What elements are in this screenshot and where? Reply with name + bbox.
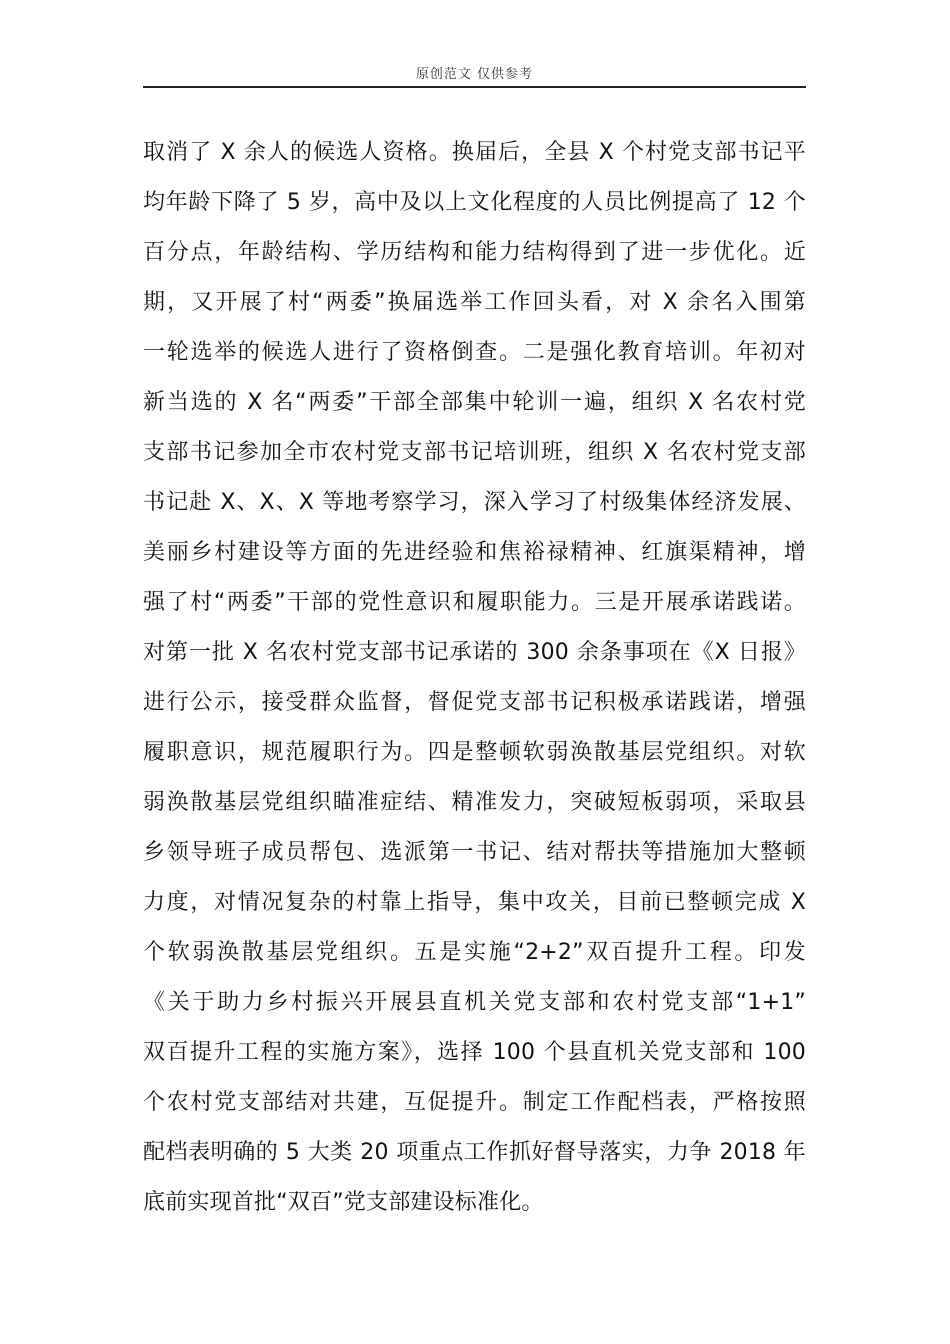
text-line: 书记赴 X、X、X 等地考察学习，深入学习了村级集体经济发展、: [143, 490, 806, 515]
text-line: 履职意识，规范履职行为。四是整顿软弱涣散基层党组织。对软: [143, 740, 806, 765]
text-line: 取消了 X 余人的候选人资格。换届后，全县 X 个村党支部书记平: [143, 140, 806, 165]
text-line: 乡领导班子成员帮包、选派第一书记、结对帮扶等措施加大整顿: [143, 840, 806, 865]
text-line: 百分点，年龄结构、学历结构和能力结构得到了进一步优化。近: [143, 240, 806, 265]
text-line: 新当选的 X 名“两委”干部全部集中轮训一遍，组织 X 名农村党: [143, 390, 806, 415]
text-line: 配档表明确的 5 大类 20 项重点工作抓好督导落实，力争 2018 年: [143, 1140, 806, 1165]
text-line: 美丽乡村建设等方面的先进经验和焦裕禄精神、红旗渠精神，增: [143, 540, 806, 565]
text-line: 一轮选举的候选人进行了资格倒查。二是强化教育培训。年初对: [143, 340, 806, 365]
body-text: [143, 128, 806, 1228]
text-line: 弱涣散基层党组织瞄准症结、精准发力，突破短板弱项，采取县: [143, 790, 806, 815]
text-line: 进行公示，接受群众监督，督促党支部书记积极承诺践诺，增强: [143, 690, 806, 715]
text-line: 支部书记参加全市农村党支部书记培训班，组织 X 名农村党支部: [143, 440, 806, 465]
header-divider: [143, 86, 806, 88]
text-line: 期，又开展了村“两委”换届选举工作回头看，对 X 余名入围第: [143, 290, 806, 315]
text-line: 个软弱涣散基层党组织。五是实施“2+2”双百提升工程。印发: [143, 940, 806, 965]
text-line: 强了村“两委”干部的党性意识和履职能力。三是开展承诺践诺。: [143, 590, 806, 615]
text-line: 力度，对情况复杂的村靠上指导，集中攻关，目前已整顿完成 X: [143, 890, 806, 915]
text-line: 底前实现首批“双百”党支部建设标准化。: [143, 1190, 544, 1215]
text-line: 《关于助力乡村振兴开展县直机关党支部和农村党支部“1+1”: [143, 990, 806, 1015]
text-line: 个农村党支部结对共建，互促提升。制定工作配档表，严格按照: [143, 1090, 806, 1115]
page-header: 原创范文 仅供参考: [415, 67, 534, 82]
text-line: 均年龄下降了 5 岁，高中及以上文化程度的人员比例提高了 12 个: [143, 190, 806, 215]
text-line: 对第一批 X 名农村党支部书记承诺的 300 余条事项在《X 日报》: [143, 640, 806, 665]
text-line: 双百提升工程的实施方案》，选择 100 个县直机关党支部和 100: [143, 1040, 806, 1065]
